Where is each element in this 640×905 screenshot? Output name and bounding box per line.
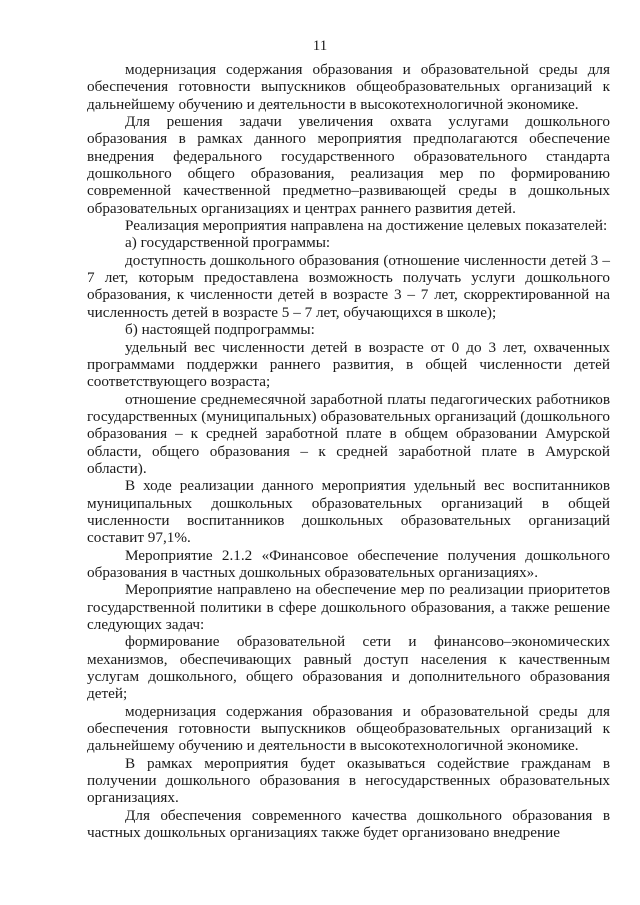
paragraph: В ходе реализации данного мероприятия удельный вес воспитанников муниципальных дошкольных образовательных организаций в общей численности воспитанников дошкольных образовательных организаций составит 97,1%. [87,477,610,547]
paragraph: отношение среднемесячной заработной платы педагогических работников государственных (муниципальных) образовательных организаций (дошкольного образования – к средней заработной плате в общем образовании Амурской области, общего образования – к средней заработной плате в Амурской области). [87,390,610,477]
paragraph: Реализация мероприятия направлена на достижение целевых показателей: [125,217,608,235]
document-body [87,61,610,841]
page-number: 11 [312,38,328,54]
paragraph: Для решения задачи увеличения охвата услугами дошкольного образования в рамках данного мероприятия предполагаются обеспечение внедрения федерального государственного образовательного стандарта дошкольного общего образования, реализация мер по формированию современной качественной предметно–развивающей среды в дошкольных образовательных организациях и центрах раннего развития детей. [87,113,610,217]
paragraph: удельный вес численности детей в возрасте от 0 до 3 лет, охваченных программами поддержки раннего развития, в общей численности детей соответствующего возраста; [87,338,610,391]
paragraph: доступность дошкольного образования (отношение численности детей 3 – 7 лет, которым предоставлена возможность получать услуги дошкольного образования, к численности детей в возрасте 3 – 7 лет, скорректированной на численность детей в возрасте 5 – 7 лет, обучающихся в школе); [87,251,610,321]
paragraph: Мероприятие 2.1.2 «Финансовое обеспечение получения дошкольного образования в частных дошкольных образовательных организациях». [87,546,610,581]
paragraph: модернизация содержания образования и образовательной среды для обеспечения готовности выпускников общеобразовательных организаций к дальнейшему обучению и деятельности в высокотехнологичной экономике. [87,702,610,755]
paragraph: б) настоящей подпрограммы: [125,321,315,339]
paragraph: а) государственной программы: [125,234,331,252]
paragraph: формирование образовательной сети и финансово–экономических механизмов, обеспечивающих равный доступ населения к качественным услугам дошкольного, общего образования и дополнительного образования детей; [87,633,610,703]
paragraph: В рамках мероприятия будет оказываться содействие гражданам в получении дошкольного образования в негосударственных образовательных организациях. [87,754,610,807]
paragraph: Для обеспечения современного качества дошкольного образования в частных дошкольных организациях также будет организовано внедрение [87,806,610,842]
paragraph: модернизация содержания образования и образовательной среды для обеспечения готовности выпускников общеобразовательных организаций к дальнейшему обучению и деятельности в высокотехнологичной экономике. [87,61,610,113]
paragraph: Мероприятие направлено на обеспечение мер по реализации приоритетов государственной политики в сфере дошкольного образования, а также решение следующих задач: [87,581,610,633]
